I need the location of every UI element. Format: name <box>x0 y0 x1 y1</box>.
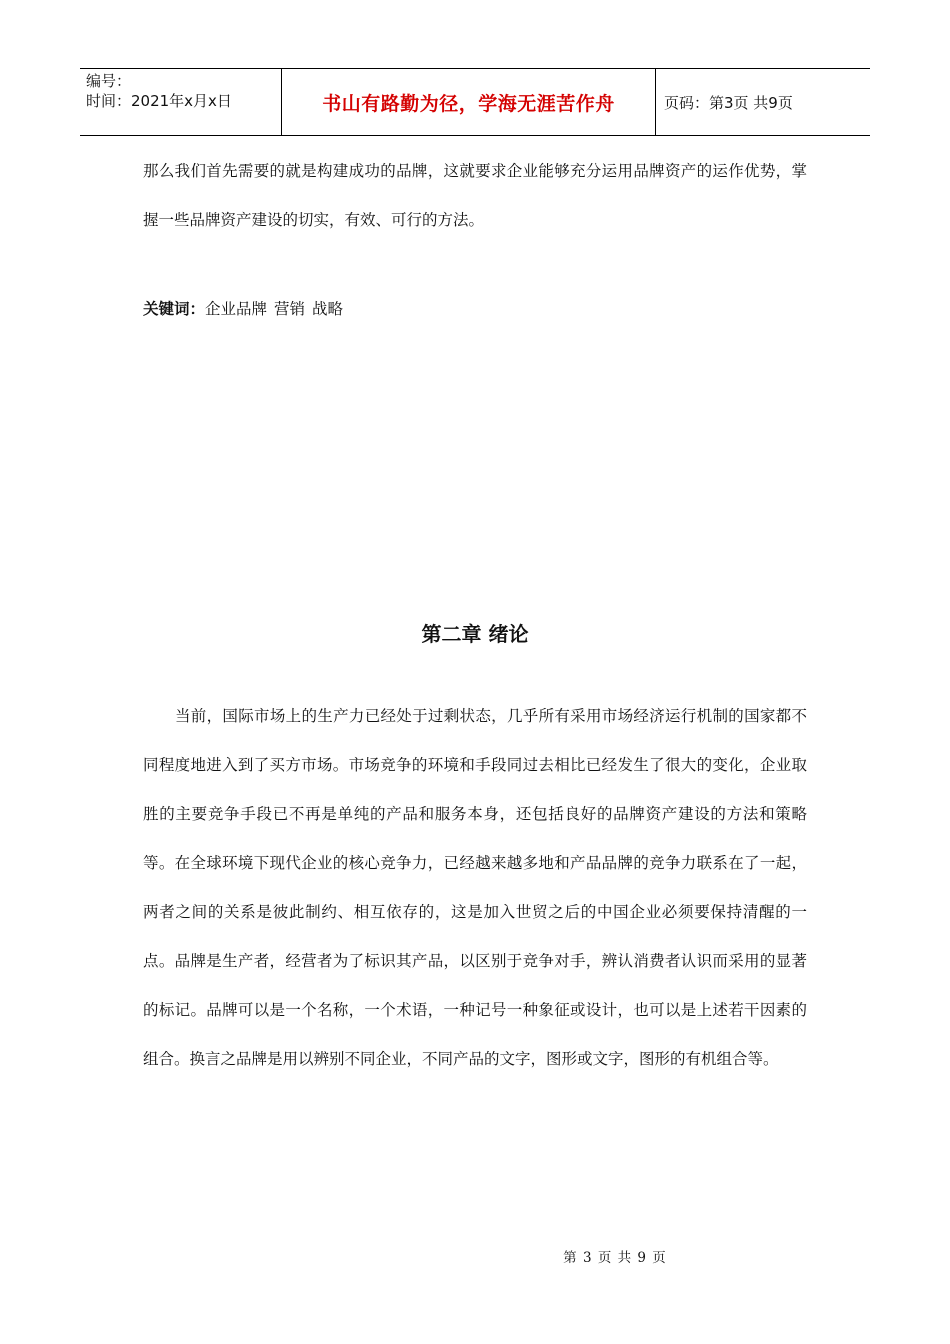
keywords-label: 关键词： <box>143 300 206 318</box>
abstract-paragraph: 那么我们首先需要的就是构建成功的品牌，这就要求企业能够充分运用品牌资产的运作优势，掌握一些品牌资产建设的切实，有效、可行的方法。 <box>143 162 807 229</box>
keyword-item: 战略 <box>312 300 344 318</box>
document-time-label: 时间：2021年x月x日 <box>86 92 232 110</box>
page-footer: 第 3 页 共 9 页 <box>563 1250 667 1266</box>
header-page-code: 页码：第3页 共9页 <box>664 93 793 112</box>
keyword-item: 企业品牌 <box>205 300 268 318</box>
header-motto: 书山有路勤为径，学海无涯苦作舟 <box>322 92 615 115</box>
document-number-label: 编号： <box>86 72 132 90</box>
chapter-title: 第二章 绪论 <box>421 622 529 646</box>
header-divider-right <box>655 68 656 136</box>
keyword-item: 营销 <box>274 300 306 318</box>
chapter-paragraph: 当前，国际市场上的生产力已经处于过剩状态，几乎所有采用市场经济运行机制的国家都不同程度地进入到了买方市场。市场竞争的环境和手段同过去相比已经发生了很大的变化，企业取胜的主要竞争手段已不再是单纯的产品和服务本身，还包括良好的品牌资产建设的方法和策略等。在全球环境下现代企业的核心竞争力，已经越来越多地和产品品牌的竞争力联系在了一起，两者之间的关系是彼此制约、相互依存的，这是加入世贸之后的中国企业必须要保持清醒的一点。品牌是生产者，经营者为了标识其产品，以区别于竞争对手，辨认消费者认识而采用的显著的标记。品牌可以是一个名称，一个术语，一种记号一种象征或设计，也可以是上述若干因素的组合。换言之品牌是用以辨别不同企业，不同产品的文字，图形或文字，图形的有机组合等。 <box>143 707 807 1068</box>
page-header <box>80 68 870 136</box>
header-meta <box>86 71 281 111</box>
keywords-line <box>143 296 350 322</box>
